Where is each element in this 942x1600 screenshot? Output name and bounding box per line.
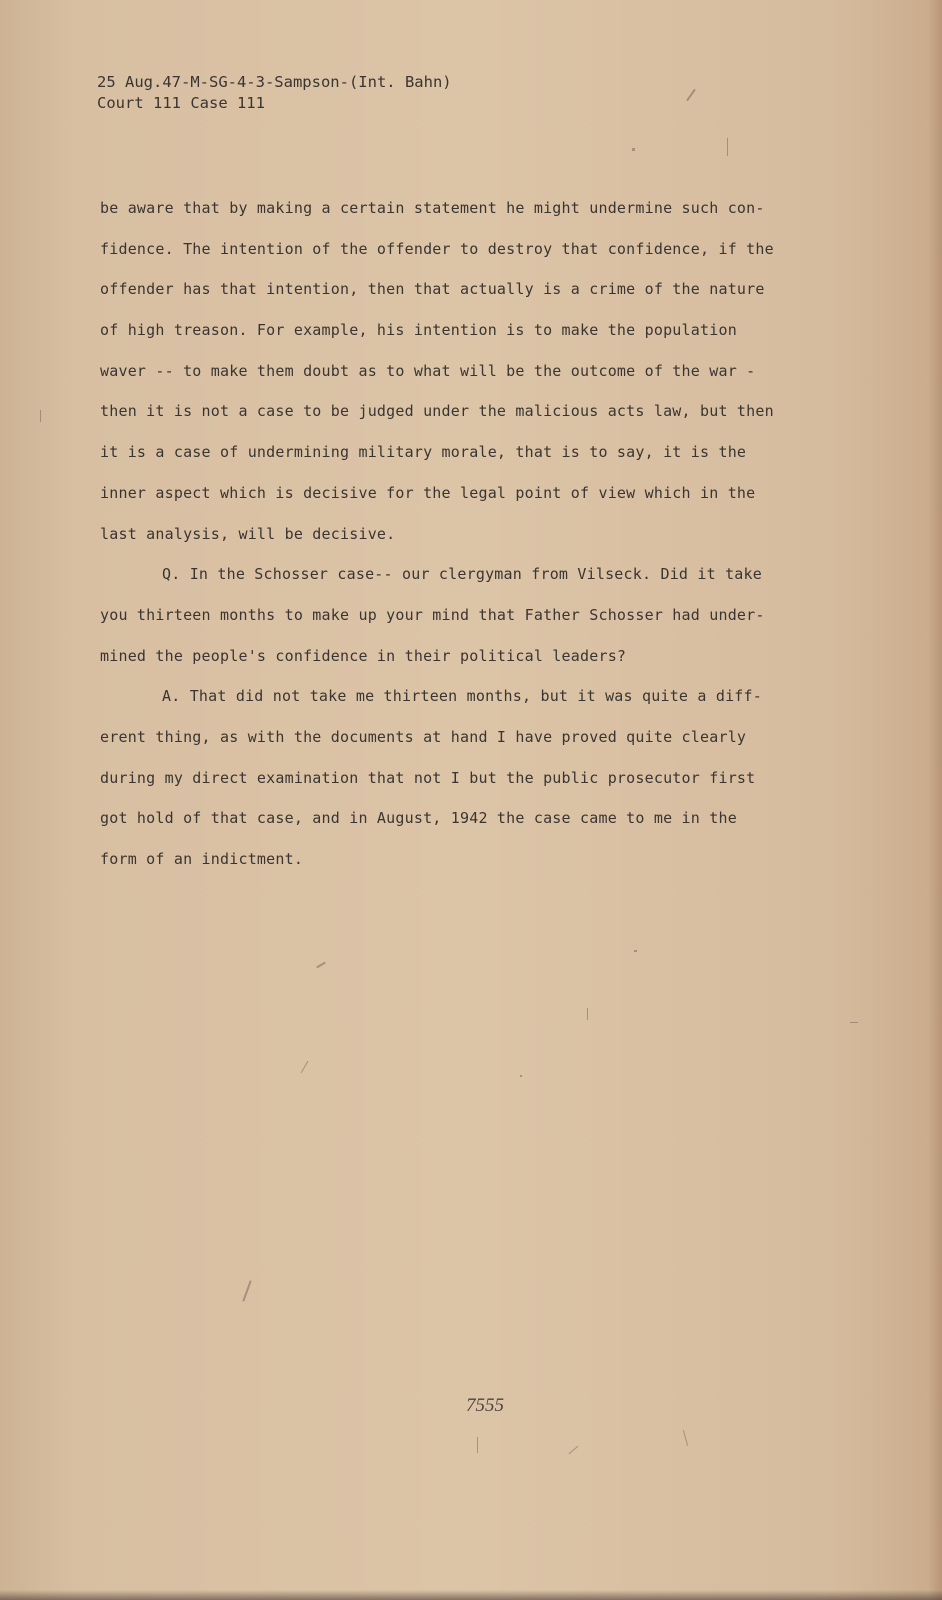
paper-fiber: [40, 410, 41, 422]
paper-fiber: [242, 1280, 251, 1301]
text-line: offender has that intention, then that actually is a crime of the nature: [100, 280, 765, 299]
text-line: mined the people's confidence in their political leaders?: [100, 646, 627, 665]
text-line: got hold of that case, and in August, 1942 the case came to me in the: [100, 809, 737, 828]
text-line: inner aspect which is decisive for the legal point of view which in the: [100, 483, 756, 502]
answer-line: A. That did not take me thirteen months, but it was quite a diff-: [162, 687, 762, 706]
page-bottom-edge: [0, 1590, 942, 1600]
text-line: fidence. The intention of the offender to destroy that confidence, if the: [100, 239, 774, 258]
text-line: form of an indictment.: [100, 850, 304, 868]
paper-fiber: [520, 1075, 522, 1077]
text-line: it is a case of undermining military morale, that is to say, it is the: [100, 443, 747, 462]
text-line: during my direct examination that not I but the public prosecutor first: [100, 768, 756, 787]
paper-fiber: [316, 962, 326, 969]
text-line: then it is not a case to be judged under the malicious acts law, but then: [100, 402, 774, 421]
paper-fiber: [850, 1022, 858, 1023]
paper-fiber: [477, 1437, 478, 1453]
paper-fiber: [686, 89, 696, 102]
paper-fiber: [683, 1430, 688, 1446]
transcript-body: [100, 188, 840, 880]
text-line: of high treason. For example, his intention is to make the population: [100, 321, 737, 340]
paper-fiber: [634, 950, 637, 952]
text-line: be aware that by making a certain statement he might undermine such con-: [100, 199, 765, 217]
paper-fiber: [587, 1008, 588, 1020]
paper-fiber: [632, 148, 635, 151]
text-line: you thirteen months to make up your mind that Father Schosser had under-: [100, 605, 765, 624]
question-line: Q. In the Schosser case-- our clergyman from Vilseck. Did it take: [162, 565, 762, 584]
text-line: erent thing, as with the documents at hand I have proved quite clearly: [100, 727, 747, 746]
paper-fiber: [569, 1446, 579, 1454]
paper-fiber: [301, 1061, 309, 1074]
text-line: waver -- to make them doubt as to what will be the outcome of the war -: [100, 361, 756, 380]
page-edge-shadow: [928, 0, 942, 1600]
page-number: 7555: [466, 1395, 504, 1416]
text-line: last analysis, will be decisive.: [100, 524, 396, 543]
header-court-line: Court 111 Case 111: [97, 94, 265, 112]
document-header: [97, 72, 452, 114]
paper-fiber: [727, 138, 728, 156]
header-reference-line: 25 Aug.47-M-SG-4-3-Sampson-(Int. Bahn): [97, 73, 452, 91]
